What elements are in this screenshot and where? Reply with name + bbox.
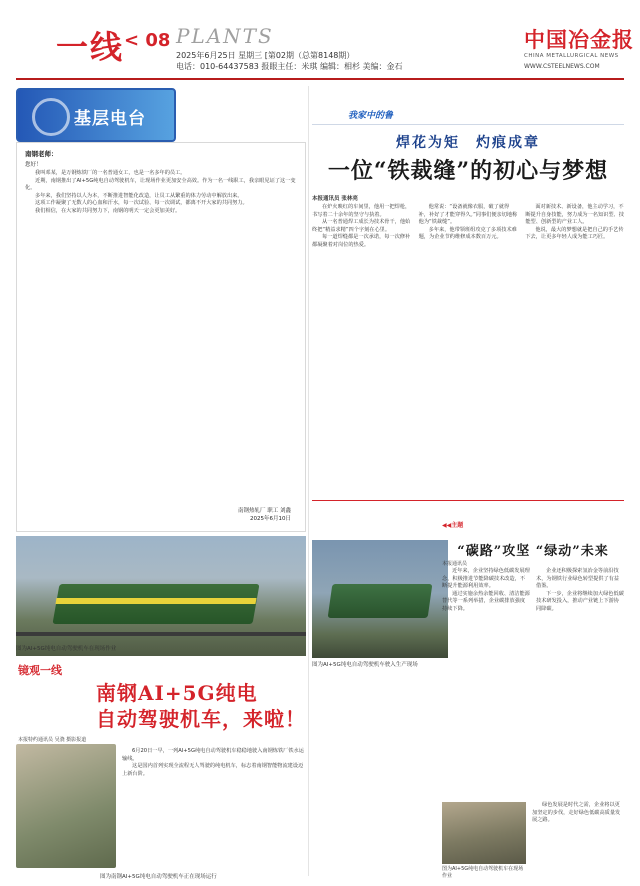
feature-paragraph: 多年来，他带领班组攻克了多项技术难题，为企业节约维修成本数百万元。 (418, 226, 517, 241)
train-photo-small (16, 744, 116, 868)
letter-paragraph: 我们相信，在大家的共同努力下，南钢的明天一定会更加美好。 (35, 207, 181, 214)
newspaper-logo: 中国冶金报 (524, 27, 634, 52)
story-byline: 本报通讯员 (442, 561, 468, 567)
feature-paragraph: 他说，最大的梦想就是把自己的手艺传下去，让更多年轻人成为能工巧匠。 (525, 226, 624, 241)
banner-rule (312, 124, 624, 125)
issue-meta: 2025年6月25日 星期三 [第02期（总第8148期） (176, 51, 355, 60)
radio-icon (32, 98, 70, 136)
story-paragraph: 6月20日一早，一列AI+5G纯电自动驾驶机车稳稳地驶入南钢炼铁厂铁水运输线。 (122, 748, 304, 762)
letter-paragraph: 近期，南钢推出了AI+5G纯电自动驾驶机车，让现场作业更加安全高效。作为一名一线职工，我亲眼见证了这一变化。 (25, 177, 296, 192)
mirror-section-label: 镜观一线 (18, 664, 62, 677)
letter-heading: 南钢老师： (25, 150, 58, 158)
rail-track (16, 632, 306, 636)
train-photo (16, 536, 306, 656)
story-headline: “碳路”攻坚 “绿动”未来 (457, 544, 609, 559)
editor-meta: 电话：010-64437583 报眼主任：米琪 编辑：相杉 美编：金石 (176, 62, 403, 71)
logo-subtitle: CHINA METALLURGICAL NEWS (524, 53, 619, 59)
page-header (0, 0, 640, 78)
section-name: 一线 (56, 28, 125, 66)
column-divider (308, 86, 309, 876)
letter-article (16, 142, 306, 532)
letter-salute: 您好！ (25, 162, 42, 168)
story-photo (442, 802, 526, 864)
locomotive-shape (328, 584, 433, 618)
story-headline: 南钢AI+5G纯电 自动驾驶机车，来啦！ (96, 681, 306, 731)
story-paragraph: 近年来，企业坚持绿色低碳发展理念，积极推进节能降碳技术改造，不断提升能源利用效率。 (442, 568, 530, 590)
story-body (442, 568, 624, 800)
story-paragraph: 通过实施余热余能回收、清洁能源替代等一系列举措，企业碳排放强度持续下降。 (442, 590, 530, 612)
badge-title: 基层电台 (74, 109, 146, 129)
section-label: PLANTS (176, 24, 274, 48)
photo-caption: 图为AI+5G纯电自动驾驶机车在现场作业 (16, 646, 117, 652)
letter-paragraph: 多年来，我们坚持以人为本，不断推进智能化改造，让员工从繁重的体力劳动中解放出来。 (35, 192, 243, 199)
feature-body (312, 204, 624, 522)
story-paragraph: 企业还积极探索氢冶金等前沿技术，为钢铁行业绿色转型提供了有益借鉴。 (536, 568, 620, 590)
feature-byline: 本报通讯员 张林亮 (312, 196, 358, 202)
page-number: < 08 (124, 30, 171, 51)
story-paragraph: 绿色发展是时代之需，企业将以更加坚定的步伐，走好绿色低碳高质量发展之路。 (532, 802, 621, 824)
column-badge (16, 88, 176, 142)
column-tag: 我家中的鲁 (348, 111, 394, 121)
letter-paragraph: 我叫邓某，是万钢炼铁厂的一名普通女工，也是一名多年的员工。 (35, 170, 186, 176)
letter-signature: 南钢热轧厂 职工 刘鑫 2025年6月10日 (238, 508, 291, 522)
photo-caption: 图为南钢AI+5G纯电自动驾驶机车正在现场运行 (100, 874, 217, 880)
feature-paragraph: 他常说：“设备就像衣服，破了就得补，补好了才能穿得久。”同事们便亲切地称他为“铁裁缝”。 (418, 204, 518, 226)
locomotive-stripe (55, 598, 256, 604)
feature-headline: 一位“铁裁缝”的初心与梦想 (327, 158, 609, 184)
feature-paragraph: 在炉火映红的车间里，他用一把焊枪，书写着二十余年的坚守与执着。 (312, 204, 411, 218)
feature-paragraph: 从一名普通焊工成长为技术骨干，他始终把“精益求精”四个字刻在心里。 (312, 219, 411, 233)
photo-caption: 图为AI+5G纯电自动驾驶机车在现场作业 (442, 866, 524, 879)
story-paragraph: 下一步，企业将继续加大绿色低碳技术研发投入，推动产业链上下游协同降碳。 (536, 590, 624, 612)
locomotive-shape (52, 584, 259, 624)
story-paragraph: 这是国内首列实现全流程无人驾驶的纯电机车，标志着南钢智能物流建设迈上新台阶。 (122, 763, 304, 777)
story-body-tail (532, 802, 624, 878)
feature-photo (312, 540, 448, 658)
feature-kicker: 焊花为矩 灼痕成章 (396, 135, 540, 151)
website-url: WWW.CSTEELNEWS.COM (524, 63, 600, 70)
section-tag: ◀◀主题 (442, 522, 464, 529)
photo-caption: 图为AI+5G纯电自动驾驶机车驶入生产现场 (312, 662, 418, 668)
feature-paragraph: 每一道焊缝都是一次承诺，每一次修补都凝聚着对岗位的热爱。 (312, 234, 411, 248)
story-byline: 本报特约通讯员 吴骁 摄影报道 (18, 737, 87, 743)
section-rule (312, 500, 624, 501)
story-body (122, 748, 306, 866)
letter-paragraph: 这项工作凝聚了无数人的心血和汗水，每一次试验、每一次调试，都离不开大家的共同努力。 (35, 200, 248, 207)
feature-paragraph: 面对新技术、新设备，他主动学习，不断提升自身技能，努力成为一名知识型、技能型、创新型的产业工人。 (525, 204, 624, 226)
header-rule (16, 78, 624, 80)
